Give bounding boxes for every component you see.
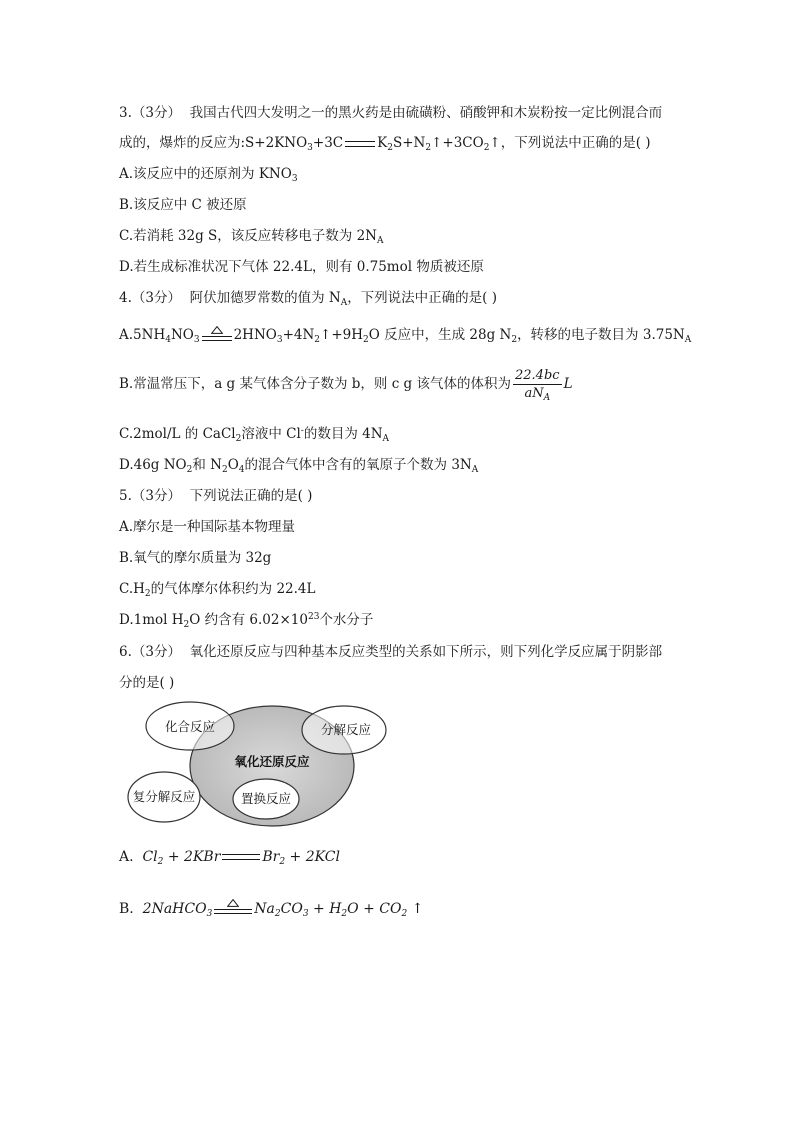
q3-option-c-text: C.若消耗 32g S，该反应转移电子数为 2N: [119, 228, 377, 244]
subscript: 2: [511, 335, 518, 345]
q5-c-text: 的气体摩尔体积约为 22.4L: [150, 581, 316, 597]
q3-stem-line1: [119, 104, 662, 122]
q4-option-d: [119, 456, 478, 474]
q5-option-c: [119, 580, 315, 598]
q4-c-text: C.2mol/L 的 CaCl: [119, 426, 236, 442]
subscript: 2: [314, 335, 321, 345]
q3-option-a: [119, 165, 298, 183]
q6-stem-line1: [119, 643, 662, 661]
subscript: A: [376, 236, 384, 246]
reaction-type-diagram: [124, 700, 392, 832]
subscript: 2: [483, 143, 490, 153]
q5-option-d: [119, 611, 373, 629]
q5-d-text: 个水分子: [319, 612, 374, 628]
q6-option-b: [119, 898, 423, 920]
label-redox: 氧化还原反应: [234, 754, 310, 769]
fraction-denominator: [524, 385, 550, 401]
q5-d-text: D.1mol H: [119, 612, 184, 628]
q5-a-text: A.摩尔是一种国际基本物理量: [119, 519, 296, 535]
q4-a-text: A.5NH: [119, 327, 166, 343]
subscript: 2: [183, 620, 190, 630]
formula-text: O + CO: [347, 901, 402, 917]
label-combination: 化合反应: [164, 719, 216, 734]
subscript: 3: [307, 143, 313, 153]
superscript: 23: [307, 612, 320, 622]
subscript: 2: [401, 909, 408, 919]
q4-b-text: B.常温常压下，a g 某气体含分子数为 b，则 c g 该气体的体积为: [119, 376, 511, 392]
formula-text: + H: [308, 901, 342, 917]
subscript: 2: [157, 857, 164, 867]
q4-d-text: O: [227, 457, 239, 473]
heating-equals-sign-icon: [214, 900, 252, 918]
q5-b-text: B.氧气的摩尔质量为 32g: [119, 550, 272, 566]
label-decomposition: 分解反应: [320, 722, 372, 737]
equals-sign-icon: [222, 854, 260, 860]
subscript: 2: [186, 465, 193, 475]
q4-a-text: ↑+9H: [320, 327, 364, 343]
q3-stem-text-2: 成的，爆炸的反应为:S+2KNO: [119, 135, 308, 151]
formula-text: Br: [262, 849, 280, 865]
q4-a-text: 2HNO: [233, 327, 277, 343]
formula-text: Na: [254, 901, 275, 917]
q3-number: 3.（3分）: [119, 105, 181, 121]
superscript: -: [300, 426, 304, 436]
q5-number: 5.（3分）: [119, 488, 181, 504]
q5-stem: [119, 487, 312, 505]
q3-option-d: [119, 258, 484, 276]
q6-stem-text: 氧化还原反应与四种基本反应类型的关系如下所示，则下列化学反应属于阴影部: [189, 644, 663, 660]
subscript: 4: [165, 335, 171, 345]
q5-c-text: C.H: [119, 581, 145, 597]
label-double-displacement: 复分解反应: [132, 789, 196, 804]
subscript: A: [382, 434, 390, 444]
q5-stem-text: 下列说法正确的是( ): [189, 488, 313, 504]
subscript: 2: [387, 143, 393, 153]
option-label: B.: [119, 901, 134, 917]
q3-option-b: [119, 196, 247, 214]
subscript: A: [684, 335, 692, 345]
q4-d-text: 的混合气体中含有的氧原子个数为 3N: [244, 457, 472, 473]
q5-option-a: [119, 518, 295, 536]
q4-a-text: O 反应中，生成 28g N: [368, 327, 512, 343]
q4-a-text: ，转移的电子数目为 3.75N: [517, 327, 685, 343]
formula-text: 2NaHCO: [142, 901, 207, 917]
subscript: 2: [363, 335, 369, 345]
q4-a-text: NO: [170, 327, 194, 343]
subscript: 3: [302, 909, 309, 919]
q4-option-c: [119, 425, 389, 443]
q3-option-b-text: B.该反应中 C 被还原: [119, 197, 247, 213]
q6-option-a: [119, 848, 340, 866]
denominator-text: aN: [524, 386, 544, 401]
q4-d-text: 和 N: [192, 457, 222, 473]
subscript: 2: [341, 909, 348, 919]
subscript: 2: [221, 465, 228, 475]
subscript: 2: [235, 434, 242, 444]
q4-option-a: [119, 325, 691, 345]
q5-d-text: O 约含有 6.02×10: [189, 612, 308, 628]
q3-stem-text-4: K: [377, 135, 388, 151]
q3-stem-line2: [119, 134, 651, 152]
formula-text: + 2KCl: [285, 849, 340, 865]
q3-option-d-text: D.若生成标准状况下气体 22.4L，则有 0.75mol 物质被还原: [119, 259, 484, 275]
subscript: 3: [276, 335, 283, 345]
q3-stem-text-7: ↑，下列说法中正确的是( ): [489, 135, 651, 151]
formula-text: Cl: [142, 849, 158, 865]
subscript: A: [543, 393, 551, 403]
q4-c-text: 溶液中 Cl: [241, 426, 301, 442]
fraction-numerator: 22.4bc: [515, 368, 560, 383]
q4-stem: [119, 289, 497, 307]
unit-text: L: [563, 376, 573, 392]
formula-text: + 2KBr: [163, 849, 221, 865]
q4-number: 4.（3分）: [119, 290, 181, 306]
subscript: 2: [144, 589, 151, 599]
q3-stem-text-5: S+N: [392, 135, 426, 151]
subscript: 4: [238, 465, 245, 475]
subscript: 3: [193, 335, 200, 345]
subscript: 3: [291, 174, 298, 184]
subscript: 2: [425, 143, 432, 153]
subscript: 2: [279, 857, 286, 867]
q3-stem-text-3: +3C: [312, 135, 344, 151]
q3-option-a-text: A.该反应中的还原剂为 KNO: [119, 166, 292, 182]
q3-option-c: [119, 227, 383, 245]
subscript: A: [471, 465, 479, 475]
q5-option-b: [119, 549, 271, 567]
q4-a-text: +4N: [282, 327, 315, 343]
q6-number: 6.（3分）: [119, 644, 181, 660]
q4-option-b: [119, 364, 573, 404]
formula-text: CO: [280, 901, 303, 917]
option-label: A.: [119, 849, 134, 865]
q4-d-text: D.46g NO: [119, 457, 187, 473]
gas-arrow: ↑: [407, 901, 424, 917]
heating-equals-sign-icon: [202, 327, 232, 345]
equals-sign-icon: [345, 141, 375, 147]
subscript: A: [340, 298, 348, 308]
q4-stem-text-2: ，下列说法中正确的是( ): [347, 290, 498, 306]
q6-stem-line2: [119, 674, 174, 692]
subscript: 3: [206, 909, 213, 919]
q3-stem-text-1: 我国古代四大发明之一的黑火药是由硫磺粉、硝酸钾和木炭粉按一定比例混合而: [189, 105, 663, 121]
label-displacement: 置换反应: [240, 791, 292, 806]
fraction: [513, 368, 562, 401]
subscript: 2: [274, 909, 281, 919]
q4-c-text: 的数目为 4N: [303, 426, 383, 442]
q3-stem-text-6: ↑+3CO: [431, 135, 484, 151]
q4-stem-text: 阿伏加德罗常数的值为 N: [189, 290, 341, 306]
q6-stem-text-2: 分的是( ): [119, 675, 175, 691]
